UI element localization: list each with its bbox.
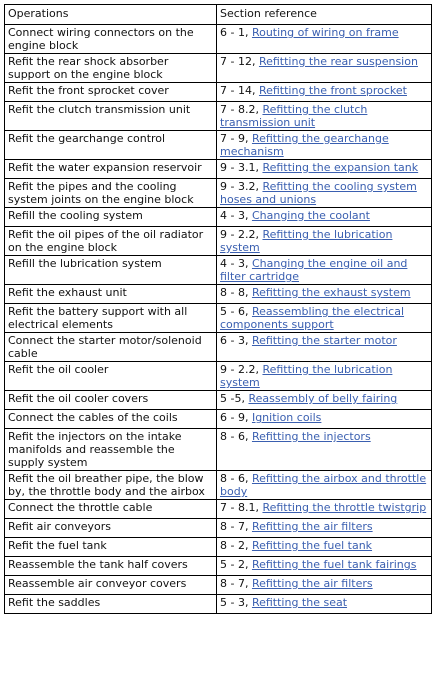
- section-number: 5 -5,: [220, 392, 249, 405]
- section-reference-cell: [217, 519, 432, 538]
- operation-cell: Connect the throttle cable: [5, 500, 217, 519]
- operation-cell: Reassemble the tank half covers: [5, 557, 217, 576]
- operation-cell: Refit air conveyors: [5, 519, 217, 538]
- section-number: 5 - 6,: [220, 305, 252, 318]
- operation-cell: Refit the pipes and the cooling system joints on the engine block: [5, 179, 217, 208]
- table-body: [5, 25, 432, 614]
- operation-cell: Refill the lubrication system: [5, 256, 217, 285]
- section-link[interactable]: Changing the engine oil and filter cartridge: [220, 257, 408, 283]
- operation-cell: Refit the oil cooler: [5, 362, 217, 391]
- section-reference-cell: [217, 131, 432, 160]
- table-row: [5, 500, 432, 519]
- section-reference-cell: [217, 25, 432, 54]
- section-number: 4 - 3,: [220, 209, 252, 222]
- section-number: 9 - 3.2,: [220, 180, 263, 193]
- section-link[interactable]: Refitting the front sprocket: [258, 84, 407, 97]
- section-reference-cell: [217, 429, 432, 471]
- section-reference-cell: [217, 538, 432, 557]
- section-number: 8 - 7,: [220, 577, 252, 590]
- operation-cell: Refit the fuel tank: [5, 538, 217, 557]
- section-reference-cell: [217, 333, 432, 362]
- section-number: 5 - 2,: [220, 558, 252, 571]
- section-number: 5 - 3,: [220, 596, 252, 609]
- operation-cell: Refit the oil pipes of the oil radiator on the engine block: [5, 227, 217, 256]
- operation-cell: Connect the starter motor/solenoid cable: [5, 333, 217, 362]
- section-number: 6 - 3,: [220, 334, 252, 347]
- section-link[interactable]: Refitting the cooling system hoses and unions: [220, 180, 417, 206]
- operations-table: [4, 4, 432, 614]
- table-row: [5, 208, 432, 227]
- section-number: 9 - 2.2,: [220, 228, 263, 241]
- table-row: [5, 519, 432, 538]
- section-reference-cell: [217, 471, 432, 500]
- table-row: [5, 333, 432, 362]
- section-reference-cell: [217, 285, 432, 304]
- section-number: 7 - 8.1,: [220, 501, 263, 514]
- section-number: 6 - 9,: [220, 411, 252, 424]
- section-reference-cell: [217, 102, 432, 131]
- table-row: [5, 362, 432, 391]
- table-row: [5, 227, 432, 256]
- section-link[interactable]: Refitting the air filters: [251, 520, 373, 533]
- operation-cell: Refit the clutch transmission unit: [5, 102, 217, 131]
- section-number: 9 - 2.2,: [220, 363, 263, 376]
- section-link[interactable]: Refitting the clutch transmission unit: [220, 103, 368, 129]
- section-link[interactable]: Refitting the starter motor: [251, 334, 397, 347]
- table-row: [5, 83, 432, 102]
- section-link[interactable]: Refitting the injectors: [251, 430, 371, 443]
- operation-cell: Refit the exhaust unit: [5, 285, 217, 304]
- column-header-operations: Operations: [5, 5, 217, 25]
- section-number: 7 - 14,: [220, 84, 259, 97]
- section-link[interactable]: Reassembling the electrical components support: [220, 305, 405, 331]
- column-header-section-reference: Section reference: [217, 5, 432, 25]
- table-header-row: [5, 5, 432, 25]
- operation-cell: Refit the water expansion reservoir: [5, 160, 217, 179]
- table-row: [5, 429, 432, 471]
- section-number: 8 - 7,: [220, 520, 252, 533]
- section-reference-cell: [217, 83, 432, 102]
- section-reference-cell: [217, 227, 432, 256]
- operation-cell: Refit the rear shock absorber support on the engine block: [5, 54, 217, 83]
- section-reference-cell: [217, 54, 432, 83]
- section-link[interactable]: Routing of wiring on frame: [251, 26, 399, 39]
- table-row: [5, 179, 432, 208]
- section-reference-cell: [217, 576, 432, 595]
- table-row: [5, 410, 432, 429]
- section-number: 9 - 3.1,: [220, 161, 263, 174]
- section-link[interactable]: Changing the coolant: [251, 209, 370, 222]
- section-number: 6 - 1,: [220, 26, 252, 39]
- section-reference-cell: [217, 179, 432, 208]
- section-link[interactable]: Refitting the exhaust system: [251, 286, 411, 299]
- section-reference-cell: [217, 557, 432, 576]
- table-row: [5, 160, 432, 179]
- section-reference-cell: [217, 362, 432, 391]
- operation-cell: Reassemble air conveyor covers: [5, 576, 217, 595]
- section-number: 8 - 6,: [220, 472, 252, 485]
- table-row: [5, 391, 432, 410]
- operation-cell: Refit the oil breather pipe, the blow by, the throttle body and the airbox: [5, 471, 217, 500]
- operation-cell: Connect the cables of the coils: [5, 410, 217, 429]
- table-row: [5, 102, 432, 131]
- table-row: [5, 538, 432, 557]
- section-number: 8 - 2,: [220, 539, 252, 552]
- section-number: 7 - 12,: [220, 55, 259, 68]
- section-link[interactable]: Refitting the throttle twistgrip: [262, 501, 427, 514]
- table-row: [5, 256, 432, 285]
- table-row: [5, 131, 432, 160]
- section-reference-cell: [217, 595, 432, 614]
- section-number: 8 - 8,: [220, 286, 252, 299]
- section-link[interactable]: Refitting the expansion tank: [262, 161, 419, 174]
- table-row: [5, 304, 432, 333]
- section-link[interactable]: Refitting the lubrication system: [220, 363, 393, 389]
- section-reference-cell: [217, 500, 432, 519]
- section-reference-cell: [217, 410, 432, 429]
- section-reference-cell: [217, 304, 432, 333]
- section-reference-cell: [217, 256, 432, 285]
- section-link[interactable]: Ignition coils: [251, 411, 322, 424]
- section-link[interactable]: Refitting the fuel tank: [251, 539, 373, 552]
- table-row: [5, 576, 432, 595]
- operation-cell: Refit the battery support with all electrical elements: [5, 304, 217, 333]
- operation-cell: Refill the cooling system: [5, 208, 217, 227]
- operation-cell: Refit the gearchange control: [5, 131, 217, 160]
- section-link[interactable]: Refitting the fuel tank fairings: [251, 558, 417, 571]
- section-link[interactable]: Refitting the gearchange mechanism: [220, 132, 389, 158]
- operation-cell: Refit the saddles: [5, 595, 217, 614]
- table-row: [5, 471, 432, 500]
- section-link[interactable]: Refitting the seat: [251, 596, 348, 609]
- section-number: 7 - 8.2,: [220, 103, 263, 116]
- operation-cell: Refit the front sprocket cover: [5, 83, 217, 102]
- table-row: [5, 285, 432, 304]
- section-link[interactable]: Refitting the rear suspension: [258, 55, 418, 68]
- operation-cell: Connect wiring connectors on the engine block: [5, 25, 217, 54]
- section-reference-cell: [217, 160, 432, 179]
- section-number: 7 - 9,: [220, 132, 252, 145]
- section-reference-cell: [217, 391, 432, 410]
- operation-cell: Refit the injectors on the intake manifolds and reassemble the supply system: [5, 429, 217, 471]
- table-row: [5, 54, 432, 83]
- section-link[interactable]: Reassembly of belly fairing: [248, 392, 398, 405]
- section-link[interactable]: Refitting the lubrication system: [220, 228, 393, 254]
- section-link[interactable]: Refitting the air filters: [251, 577, 373, 590]
- table-row: [5, 557, 432, 576]
- section-reference-cell: [217, 208, 432, 227]
- section-number: 8 - 6,: [220, 430, 252, 443]
- operation-cell: Refit the oil cooler covers: [5, 391, 217, 410]
- table-row: [5, 25, 432, 54]
- table-row: [5, 595, 432, 614]
- section-number: 4 - 3,: [220, 257, 252, 270]
- section-link[interactable]: Refitting the airbox and throttle body: [220, 472, 427, 498]
